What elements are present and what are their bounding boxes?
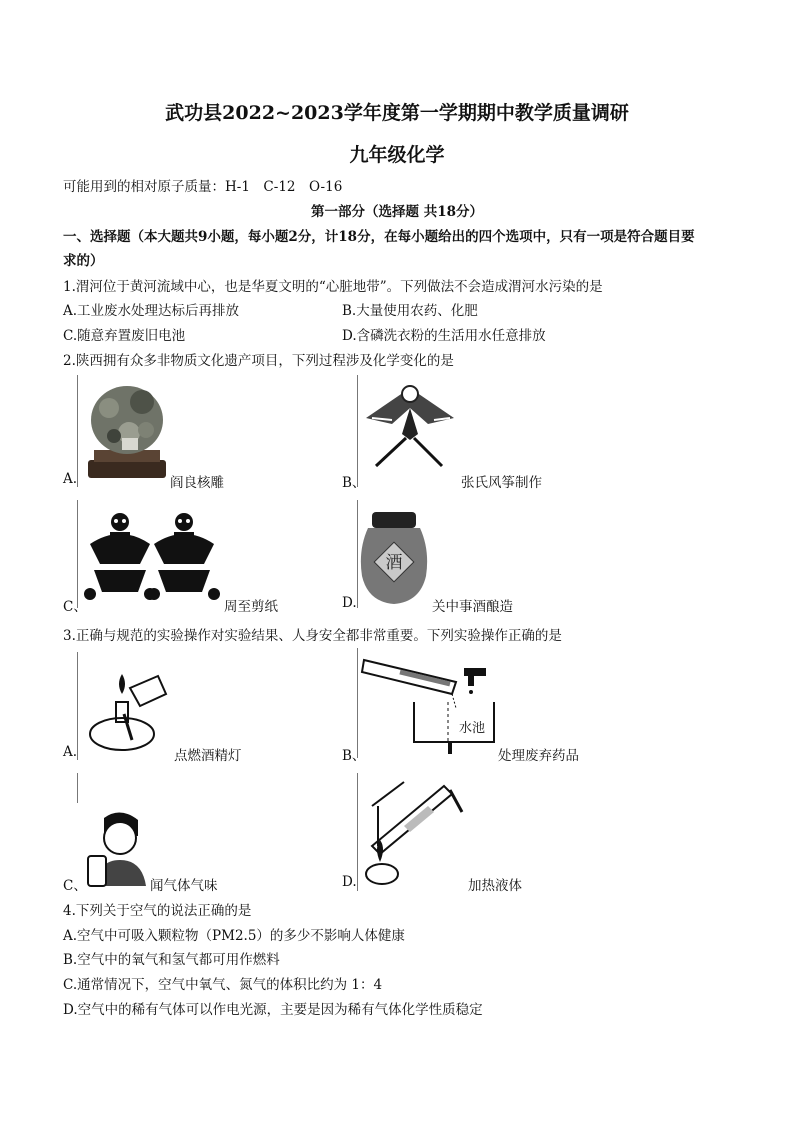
q3-b-border — [357, 648, 358, 758]
part1-instruction-line2: 求的） — [63, 253, 104, 269]
exam-title: 武功县2022~2023学年度第一学期期中教学质量调研 — [165, 102, 629, 124]
exam-subtitle: 九年级化学 — [349, 144, 445, 166]
kite-image — [362, 378, 458, 468]
q4-stem: 4.下列关于空气的说法正确的是 — [63, 903, 252, 919]
q1-option-a: A.工业废水处理达标后再排放 — [63, 303, 240, 319]
q3-d-caption: 加热液体 — [468, 878, 522, 894]
q3-c-caption: 闻气体气味 — [150, 878, 218, 894]
heating-liquid-image — [364, 776, 464, 886]
q3-d-letter: D. — [342, 874, 357, 890]
carving-image — [84, 378, 170, 484]
q3-a-caption: 点燃酒精灯 — [174, 748, 242, 764]
q3-a-letter: A. — [63, 744, 78, 760]
q3-b-caption: 处理废弃药品 — [498, 748, 579, 764]
papercut-image — [80, 504, 222, 604]
q4-option-d: D.空气中的稀有气体可以作电光源，主要是因为稀有气体化学性质稳定 — [63, 1002, 483, 1018]
q1-option-d: D.含磷洗衣粉的生活用水任意排放 — [342, 328, 546, 344]
q1-option-b: B.大量使用农药、化肥 — [342, 303, 478, 319]
q3-a-border — [77, 652, 78, 760]
q2-b-caption: 张氏风筝制作 — [461, 475, 542, 491]
q1-option-c: C.随意弃置废旧电池 — [63, 328, 186, 344]
q3-c-border — [77, 773, 78, 803]
q2-stem: 2.陕西拥有众多非物质文化遗产项目，下列过程涉及化学变化的是 — [63, 353, 454, 369]
q3-c-letter: C、 — [63, 878, 87, 894]
q2-b-letter: B、 — [342, 475, 366, 491]
wine-jar-image — [358, 510, 430, 606]
q1-stem: 1.渭河位于黄河流域中心，也是华夏文明的“心脏地带”。下列做法不会造成渭河水污染的是 — [63, 279, 603, 295]
q2-a-letter: A. — [63, 471, 78, 487]
sink-label: 水池 — [458, 721, 486, 736]
q2-d-caption: 关中事酒酿造 — [432, 599, 513, 615]
q3-stem: 3.正确与规范的实验操作对实验结果、人身安全都非常重要。下列实验操作正确的是 — [63, 628, 562, 644]
q3-b-letter: B、 — [342, 748, 366, 764]
q4-option-a: A.空气中可吸入颗粒物（PM2.5）的多少不影响人体健康 — [63, 928, 405, 944]
q2-c-caption: 周至剪纸 — [224, 599, 278, 615]
q2-c-letter: C、 — [63, 599, 87, 615]
q4-option-b: B.空气中的氧气和氢气都可用作燃料 — [63, 952, 280, 968]
q2-a-border — [77, 375, 78, 487]
waste-sink-image — [360, 652, 496, 756]
q4-option-c: C.通常情况下，空气中氧气、氮气的体积比约为 1：4 — [63, 977, 383, 993]
jar-char: 酒 — [385, 553, 403, 573]
atomic-mass-note: 可能用到的相对原子质量：H-1 C-12 O-16 — [63, 179, 343, 195]
part1-instruction-line1: 一、选择题（本大题共9小题，每小题2分，计18分，在每小题给出的四个选项中，只有一项是符合题目要 — [63, 229, 695, 245]
q2-a-caption: 阎良核雕 — [170, 475, 224, 491]
smelling-gas-image — [84, 808, 150, 890]
part1-heading: 第一部分（选择题 共18分） — [311, 204, 483, 220]
q2-c-border — [77, 500, 78, 608]
q2-d-letter: D. — [342, 595, 357, 611]
alcohol-lamp-image — [84, 654, 174, 754]
q3-d-border — [357, 773, 358, 891]
